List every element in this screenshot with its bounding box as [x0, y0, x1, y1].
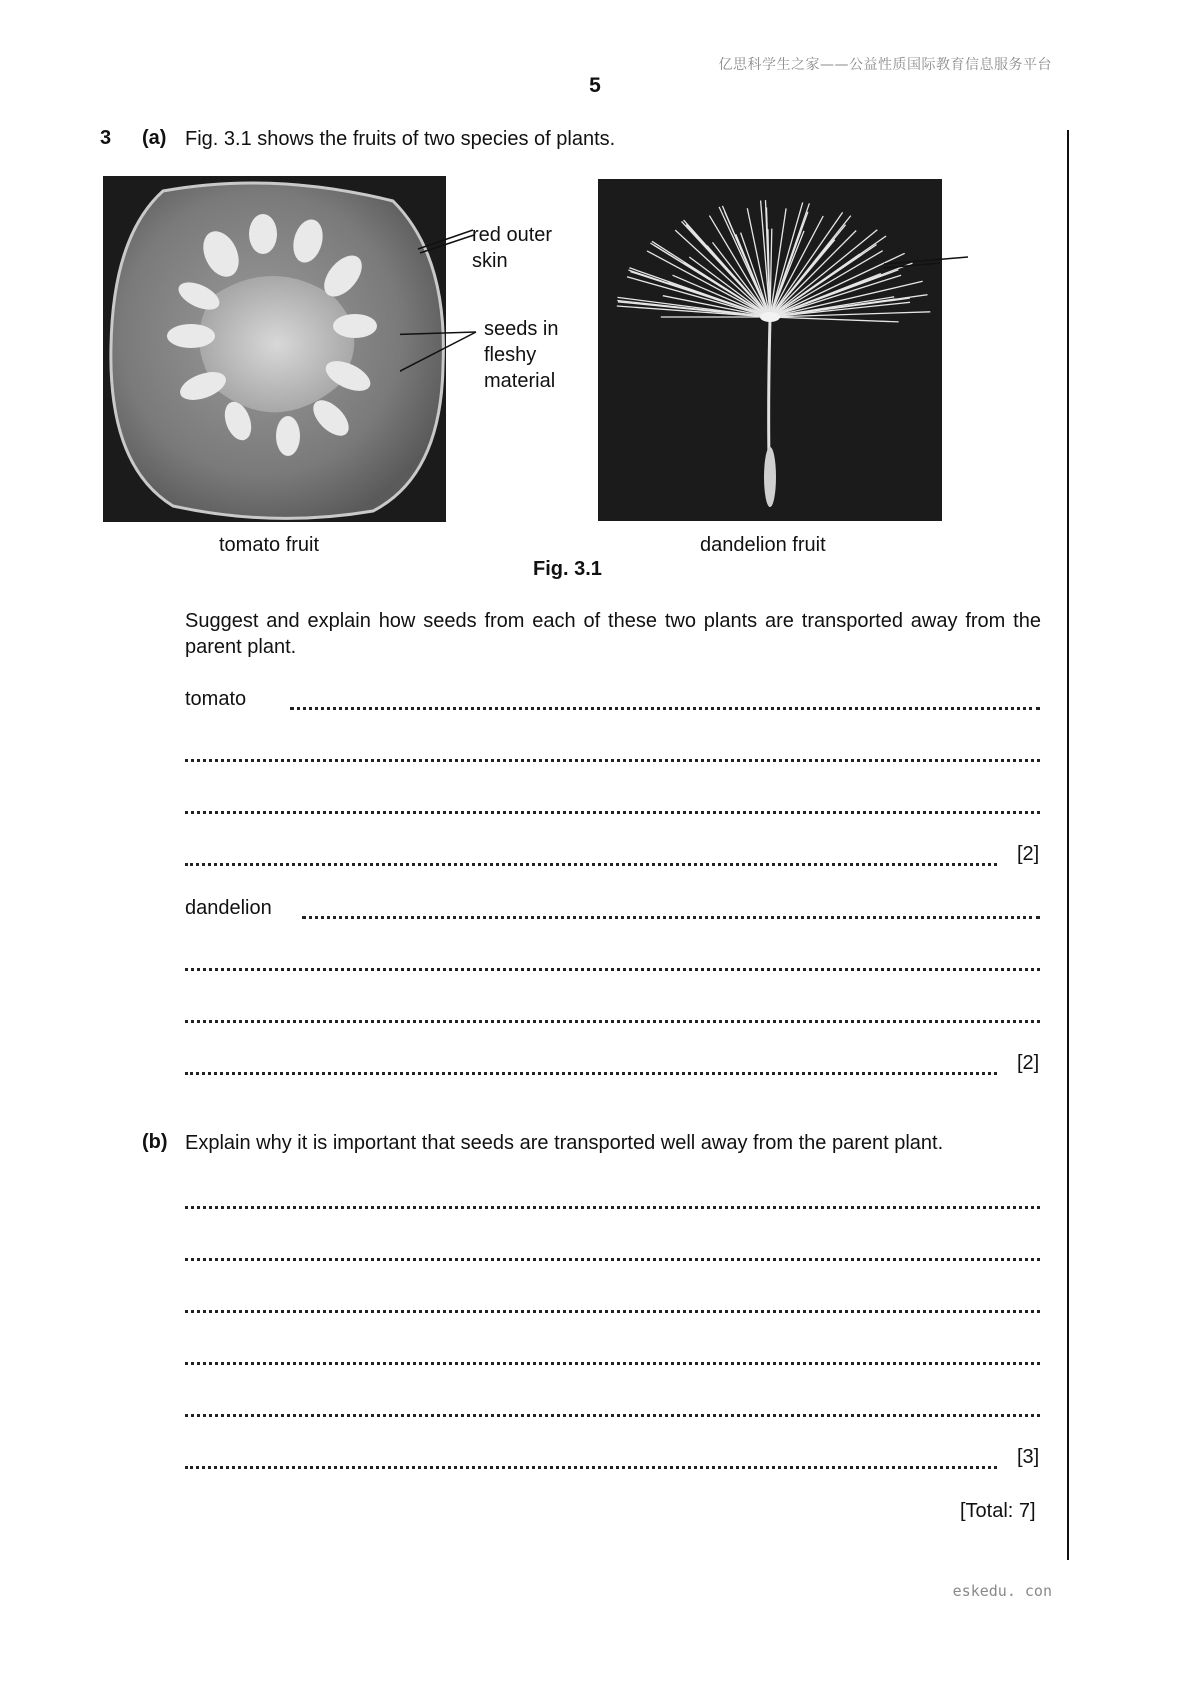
tomato-answer-line-4[interactable] [185, 863, 997, 866]
part-a-intro: Fig. 3.1 shows the fruits of two species of plants. [185, 128, 616, 150]
part-b-answer-line-2[interactable] [185, 1258, 1040, 1261]
part-b-answer-line-6[interactable] [185, 1466, 997, 1469]
dandelion-answer-line-4[interactable] [185, 1072, 997, 1075]
part-b-answer-line-1[interactable] [185, 1206, 1040, 1209]
tomato-fruit-caption: tomato fruit [219, 534, 320, 556]
part-b-answer-line-4[interactable] [185, 1362, 1040, 1365]
part-a-label: (a) [142, 127, 167, 149]
part-b-marks: [3] [1017, 1446, 1040, 1468]
tomato-marks: [2] [1017, 843, 1040, 865]
dandelion-answer-label: dandelion [185, 897, 272, 919]
dandelion-photo [598, 179, 942, 521]
part-a-prompt: Suggest and explain how seeds from each of these two plants are transported away from the parent plant. [185, 610, 1041, 658]
part-b-prompt: Explain why it is important that seeds are transported well away from the parent plant. [185, 1132, 944, 1154]
dandelion-annotation-line [880, 250, 970, 274]
dandelion-seed-image [598, 179, 942, 521]
figure-caption: Fig. 3.1 [533, 558, 602, 580]
tomato-cross-section-image [103, 176, 446, 522]
label-seeds-fleshy-material: seeds in fleshy material [484, 318, 559, 392]
total-marks: [Total: 7] [960, 1500, 1036, 1522]
tomato-answer-line-1[interactable] [290, 707, 1040, 710]
page-number: 5 [589, 74, 601, 97]
margin-rule [1067, 130, 1069, 1560]
tomato-answer-line-2[interactable] [185, 759, 1040, 762]
question-number: 3 [100, 127, 112, 149]
part-b-label: (b) [142, 1131, 168, 1153]
dandelion-answer-line-1[interactable] [302, 916, 1040, 919]
footer-site: eskedu. con [952, 1582, 1052, 1600]
header-watermark: 亿思科学生之家——公益性质国际教育信息服务平台 [718, 57, 1052, 73]
dandelion-answer-line-3[interactable] [185, 1020, 1040, 1023]
tomato-answer-label: tomato [185, 688, 247, 710]
dandelion-fruit-caption: dandelion fruit [700, 534, 826, 556]
tomato-answer-line-3[interactable] [185, 811, 1040, 814]
label-red-outer-skin: red outer skin [472, 224, 553, 272]
part-b-answer-line-3[interactable] [185, 1310, 1040, 1313]
tomato-photo [103, 176, 446, 522]
dandelion-answer-line-2[interactable] [185, 968, 1040, 971]
dandelion-marks: [2] [1017, 1052, 1040, 1074]
part-b-answer-line-5[interactable] [185, 1414, 1040, 1417]
